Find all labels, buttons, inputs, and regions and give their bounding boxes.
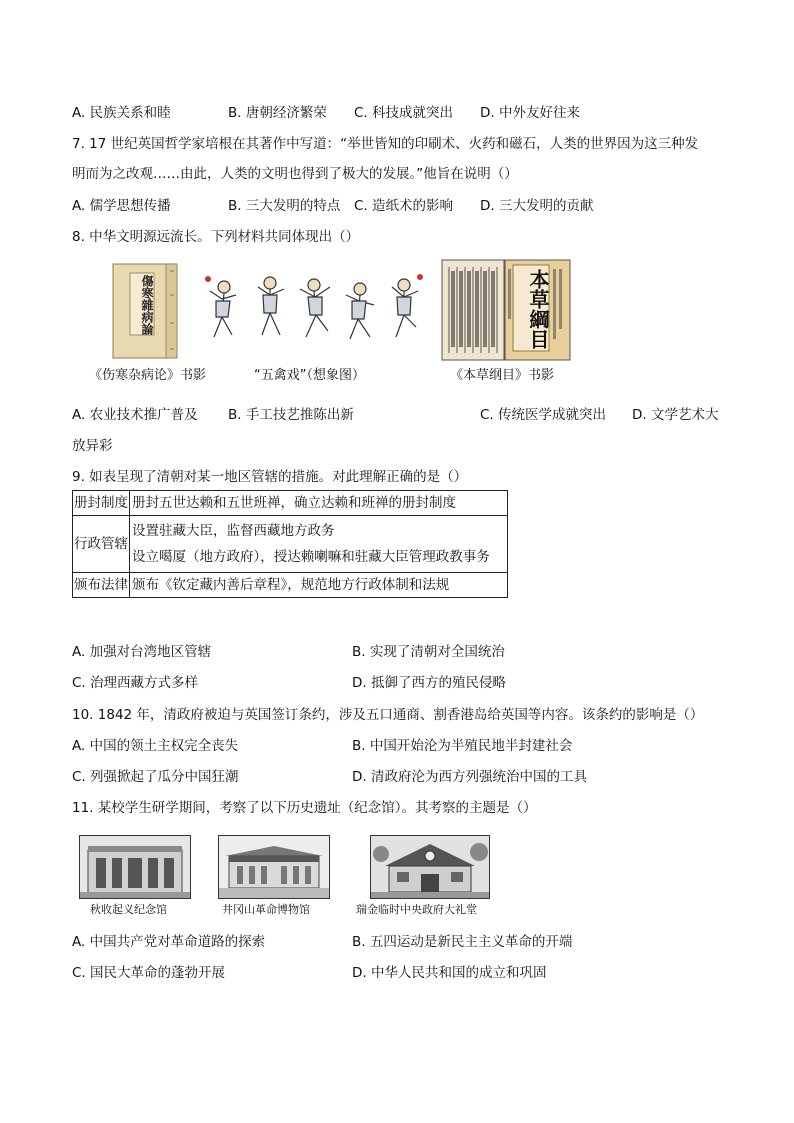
table-header-cell: 颁布法律 bbox=[73, 573, 130, 598]
q8-caption-bencao: 《本草纲目》书影 bbox=[450, 368, 555, 383]
q11-caption-ruijin: 瑞金临时中央政府大礼堂 bbox=[356, 903, 477, 916]
table-row bbox=[73, 516, 508, 573]
table-cell-line: 设置驻藏大臣，监督西藏地方政务 bbox=[132, 523, 335, 539]
q7-option-a: A. 儒学思想传播 bbox=[72, 198, 171, 214]
q8-stem: 8. 中华文明源远流长。下列材料共同体现出（） bbox=[72, 229, 360, 245]
q10-stem: 10. 1842 年，清政府被迫与英国签订条约，涉及五口通商、割香港岛给英国等内容。该条约的影响是（） bbox=[72, 707, 704, 723]
q9-option-d: D. 抵御了西方的殖民侵略 bbox=[352, 675, 506, 691]
shanghan-book-title: 傷寒雜病論 bbox=[140, 275, 154, 335]
q11-option-b: B. 五四运动是新民主主义革命的开端 bbox=[352, 934, 573, 950]
qiushou-memorial-photo bbox=[79, 835, 191, 899]
q10-option-a: A. 中国的领土主权完全丧失 bbox=[72, 738, 239, 754]
q8-option-c: C. 传统医学成就突出 bbox=[480, 407, 607, 423]
q7-stem-line2: 明而为之改观……由此，人类的文明也得到了极大的发展。”他旨在说明（） bbox=[72, 166, 518, 182]
q11-stem: 11. 某校学生研学期间，考察了以下历史遗址（纪念馆）。其考察的主题是（） bbox=[72, 800, 537, 816]
bencao-book-title: 本草綱目 bbox=[526, 269, 550, 349]
q6-option-d: D. 中外友好往来 bbox=[480, 105, 580, 121]
q8-option-b: B. 手工技艺推陈出新 bbox=[228, 407, 354, 423]
table-cell: 颁布《钦定藏内善后章程》，规范地方行政体制和法规 bbox=[130, 573, 508, 598]
q9-measures-table bbox=[72, 490, 508, 598]
table-cell-line: 设立噶厦（地方政府），授达赖喇嘛和驻藏大臣管理政教事务 bbox=[132, 549, 490, 565]
shanghan-book-image bbox=[112, 263, 178, 359]
q9-stem: 9. 如表呈现了清朝对某一地区管辖的措施。对此理解正确的是（） bbox=[72, 469, 468, 485]
table-cell bbox=[130, 516, 508, 573]
q11-option-c: C. 国民大革命的蓬勃开展 bbox=[72, 965, 226, 981]
q6-option-a: A. 民族关系和睦 bbox=[72, 105, 171, 121]
q9-option-c: C. 治理西藏方式多样 bbox=[72, 675, 199, 691]
q7-option-d: D. 三大发明的贡献 bbox=[480, 198, 594, 214]
q7-stem-line1: 7. 17 世纪英国哲学家培根在其著作中写道：“举世皆知的印刷术、火药和磁石，人类的世界因为这三种发 bbox=[72, 136, 699, 152]
jinggangshan-museum-photo bbox=[218, 835, 330, 899]
q8-option-d-cont: 放异彩 bbox=[72, 438, 113, 454]
bencao-book-image bbox=[441, 259, 571, 361]
q9-option-a: A. 加强对台湾地区管辖 bbox=[72, 644, 212, 660]
q10-option-b: B. 中国开始沦为半殖民地半封建社会 bbox=[352, 738, 573, 754]
q11-caption-qiushou: 秋收起义纪念馆 bbox=[90, 903, 167, 916]
table-row bbox=[73, 573, 508, 598]
q8-option-a: A. 农业技术推广普及 bbox=[72, 407, 198, 423]
q11-caption-jinggangshan: 井冈山革命博物馆 bbox=[222, 903, 310, 916]
q8-caption-shanghan: 《伤寒杂病论》书影 bbox=[89, 368, 207, 383]
q10-option-c: C. 列强掀起了瓜分中国狂潮 bbox=[72, 769, 239, 785]
q6-option-b: B. 唐朝经济繁荣 bbox=[228, 105, 327, 121]
q9-option-b: B. 实现了清朝对全国统治 bbox=[352, 644, 505, 660]
q11-option-d: D. 中华人民共和国的成立和巩固 bbox=[352, 965, 547, 981]
table-cell: 册封五世达赖和五世班禅，确立达赖和班禅的册封制度 bbox=[130, 491, 508, 516]
wuqinxi-image bbox=[200, 265, 428, 365]
table-header-cell: 册封制度 bbox=[73, 491, 130, 516]
q7-option-c: C. 造纸术的影响 bbox=[354, 198, 454, 214]
table-row bbox=[73, 491, 508, 516]
table-header-cell: 行政管辖 bbox=[73, 516, 130, 573]
q8-caption-wuqinxi: “五禽戏”（想象图） bbox=[254, 368, 365, 383]
q6-option-c: C. 科技成就突出 bbox=[354, 105, 454, 121]
ruijin-hall-photo bbox=[370, 835, 490, 899]
q8-option-d: D. 文学艺术大 bbox=[632, 407, 719, 423]
q11-option-a: A. 中国共产党对革命道路的探索 bbox=[72, 934, 266, 950]
q7-option-b: B. 三大发明的特点 bbox=[228, 198, 341, 214]
q10-option-d: D. 清政府沦为西方列强统治中国的工具 bbox=[352, 769, 587, 785]
